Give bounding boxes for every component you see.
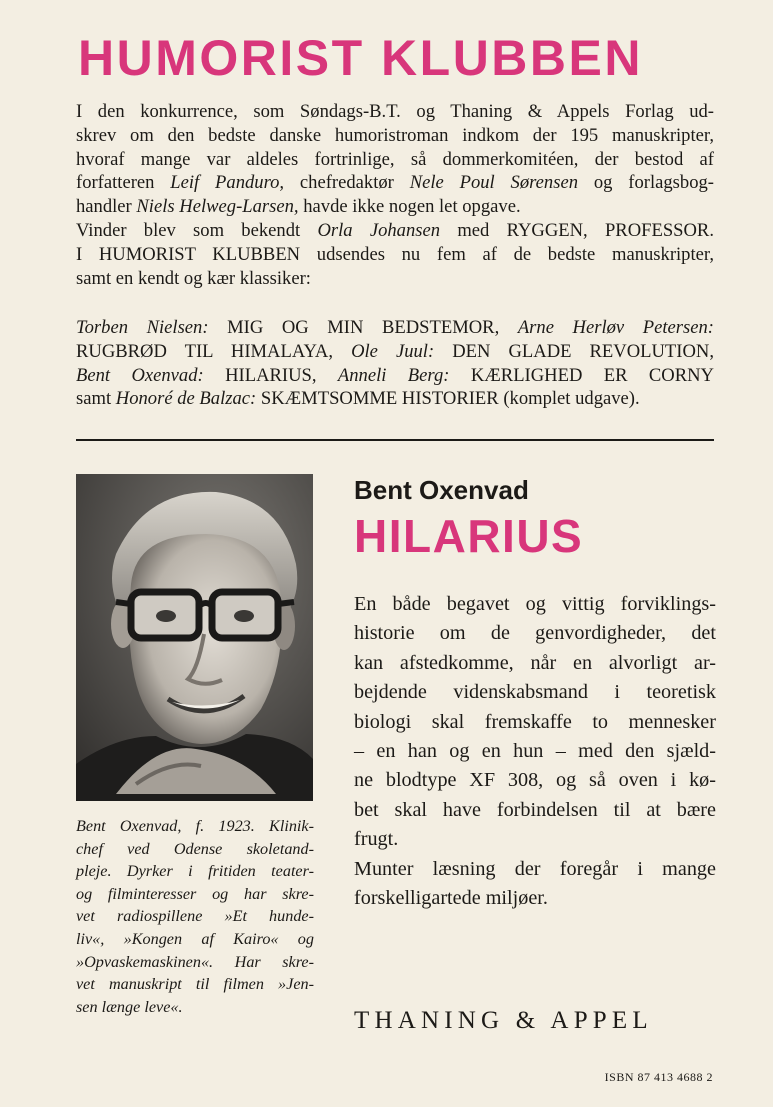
caption-line: »Opvaskemaskinen«. Har skre- bbox=[76, 952, 314, 971]
series-title: HUMORIST KLUBBEN bbox=[78, 30, 643, 86]
blurb-line: ne blodtype XF 308, og så oven i kø- bbox=[354, 769, 716, 792]
blurb-line: historie om de genvordigheder, det bbox=[354, 622, 716, 645]
blurb-line: – en han og en hun – med den sjæld- bbox=[354, 740, 716, 763]
publisher-name: THANING & APPEL bbox=[354, 1007, 653, 1034]
titles-line: Torben Nielsen: MIG OG MIN BEDSTEMOR, Arne Herløv Petersen: bbox=[76, 317, 714, 338]
caption-line: chef ved Odense skoletand- bbox=[76, 839, 314, 858]
intro-line: I den konkurrence, som Søndags-B.T. og Thaning & Appels Forlag ud- bbox=[76, 101, 714, 122]
caption-line: pleje. Dyrker i fritiden teater- bbox=[76, 862, 314, 881]
blurb-line: En både begavet og vittig forviklings- bbox=[354, 593, 716, 615]
isbn-number: ISBN 87 413 4688 2 bbox=[604, 1070, 713, 1084]
titles-line: Bent Oxenvad: HILARIUS, Anneli Berg: KÆRLIGHED ER CORNY bbox=[76, 364, 714, 386]
titles-line: samt Honoré de Balzac: SKÆMTSOMME HISTORIER (komplet udgave). bbox=[76, 388, 640, 410]
intro-line: samt en kendt og kær klassiker: bbox=[76, 267, 311, 289]
caption-line: sen længe leve«. bbox=[76, 997, 183, 1016]
intro-line: Vinder blev som bekendt Orla Johansen med RYGGEN, PROFESSOR. bbox=[76, 219, 714, 241]
blurb-line: bejdende videnskabsmand i teoretisk bbox=[354, 681, 716, 704]
blurb-line: biologi skal fremskaffe to mennesker bbox=[354, 710, 716, 733]
blurb-line: kan afstedkomme, når en alvorligt ar- bbox=[354, 651, 716, 674]
intro-line: hvoraf mange var aldeles fortrinlige, så dommerkomitéen, der bestod af bbox=[76, 148, 714, 170]
book-blurb bbox=[354, 590, 716, 913]
caption-line: Bent Oxenvad, f. 1923. Klinik- bbox=[76, 817, 314, 835]
intro-line: skrev om den bedste danske humoristroman indkom der 195 manuskripter, bbox=[76, 124, 714, 146]
author-portrait-icon bbox=[76, 474, 313, 801]
caption-line: vet radiospillene »Et hunde- bbox=[76, 907, 314, 926]
blurb-line: frugt. bbox=[354, 828, 399, 851]
author-caption bbox=[76, 815, 314, 1018]
blurb-line: bet skal have forbindelsen til at bære bbox=[354, 798, 716, 821]
intro-paragraph bbox=[76, 100, 714, 290]
caption-line: og filminteresser og har skre- bbox=[76, 884, 314, 903]
intro-line: handler Niels Helweg-Larsen, havde ikke nogen let opgave. bbox=[76, 196, 521, 218]
divider-rule bbox=[76, 439, 714, 441]
blurb-line: Munter læsning der foregår i mange bbox=[354, 857, 716, 880]
caption-line: vet manuskript til filmen »Jen- bbox=[76, 975, 314, 994]
book-title: HILARIUS bbox=[354, 510, 584, 562]
caption-line: liv«, »Kongen af Kairo« og bbox=[76, 929, 314, 948]
intro-line: I HUMORIST KLUBBEN udsendes nu fem af de bedste manuskripter, bbox=[76, 243, 714, 265]
series-titles-list bbox=[76, 316, 714, 411]
author-name: Bent Oxenvad bbox=[354, 475, 529, 505]
titles-line: RUGBRØD TIL HIMALAYA, Ole Juul: DEN GLADE REVOLUTION, bbox=[76, 340, 714, 362]
blurb-line: forskelligartede miljøer. bbox=[354, 887, 548, 910]
author-portrait-icon bbox=[76, 474, 313, 801]
intro-line: forfatteren Leif Panduro, chefredaktør Nele Poul Sørensen og forlagsbog- bbox=[76, 172, 714, 194]
